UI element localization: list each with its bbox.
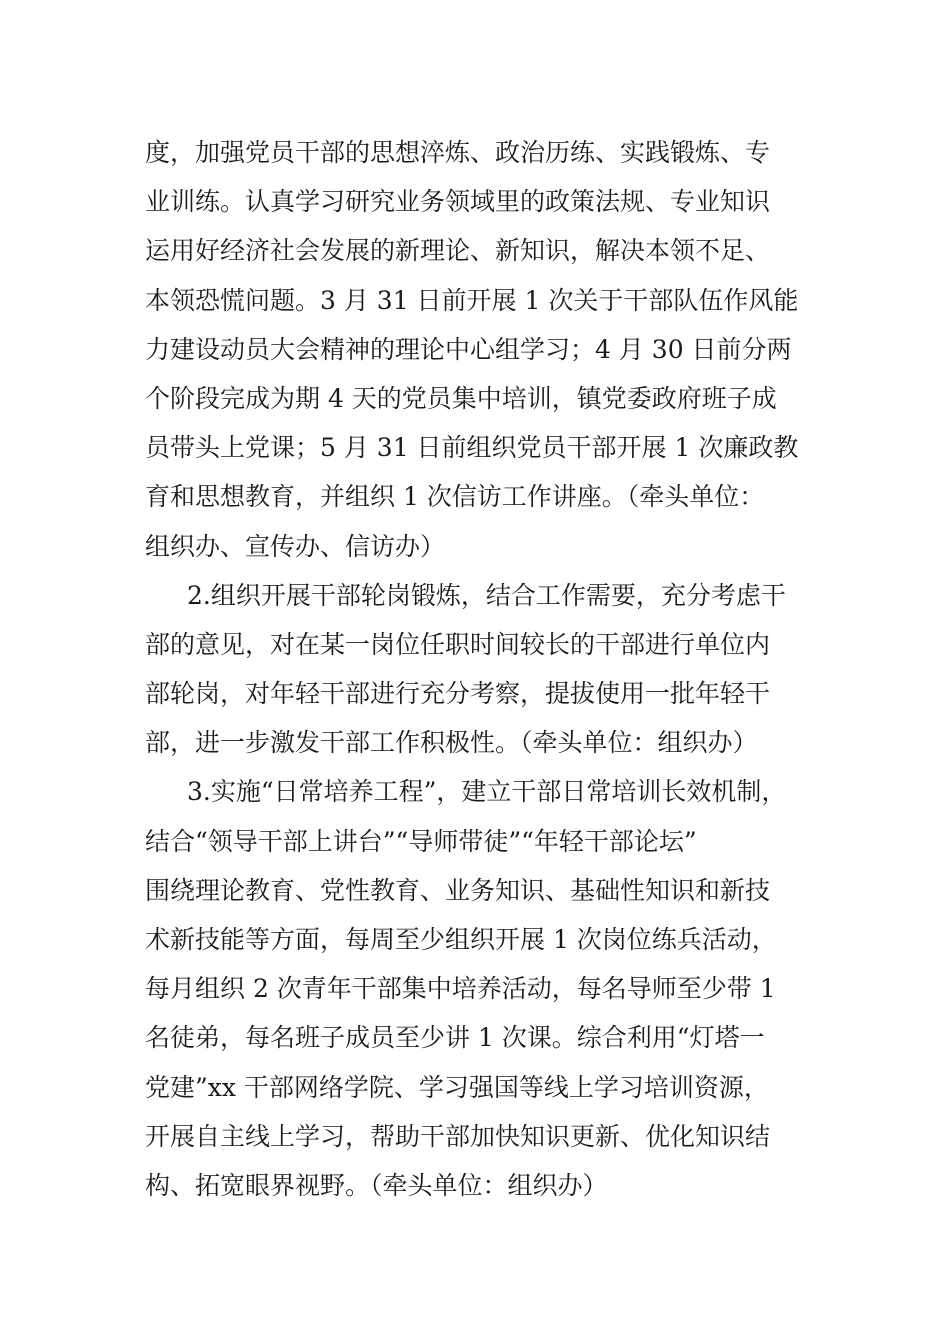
text-line: 育和思想教育，并组织 1 次信访工作讲座。（牵头单位：: [145, 482, 765, 512]
text-line: 员带头上党课；5 月 31 日前组织党员干部开展 1 次廉政教: [145, 433, 799, 463]
paragraph-3: [145, 767, 835, 1210]
text-line: 个阶段完成为期 4 天的党员集中培训，镇党委政府班子成: [145, 383, 777, 413]
text-line: 名徒弟，每名班子成员至少讲 1 次课。综合利用“灯塔一: [145, 1023, 765, 1053]
text-line: 运用好经济社会发展的新理论、新知识，解决本领不足、: [145, 236, 771, 266]
text-line: 术新技能等方面，每周至少组织开展 1 次岗位练兵活动，: [145, 925, 777, 954]
document-body: [145, 128, 835, 1210]
text-line: 本领恐慌问题。3 月 31 日前开展 1 次关于干部队伍作风能: [145, 285, 799, 315]
text-line: 结合“领导干部上讲台”“导师带徒”“年轻干部论坛”: [145, 826, 697, 856]
text-line: 部轮岗，对年轻干部进行充分考察，提拔使用一批年轻干: [145, 679, 771, 709]
text-line: 业训练。认真学习研究业务领域里的政策法规、专业知识: [145, 187, 771, 217]
text-line: 部的意见，对在某一岗位任职时间较长的干部进行单位内: [145, 629, 771, 659]
text-line: 每月组织 2 次青年干部集中培养活动，每名导师至少带 1: [145, 974, 776, 1004]
text-line: 3.实施“日常培养工程”，建立干部日常培训长效机制，: [187, 777, 787, 807]
paragraph-2: [145, 571, 835, 768]
text-line: 组织办、宣传办、信访办）: [145, 531, 446, 561]
text-line: 度，加强党员干部的思想淬炼、政治历练、实践锻炼、专: [145, 138, 771, 167]
text-line: 2.组织开展干部轮岗锻炼，结合工作需要，充分考虑干: [187, 580, 786, 610]
text-line: 力建设动员大会精神的理论中心组学习；4 月 30 日前分两: [145, 334, 792, 364]
text-line: 构、拓宽眼界视野。（牵头单位：组织办）: [145, 1170, 608, 1200]
text-line: 开展自主线上学习，帮助干部加快知识更新、优化知识结: [145, 1121, 771, 1151]
text-line: 党建”xx 干部网络学院、学习强国等线上学习培训资源，: [145, 1072, 769, 1102]
text-line: 部，进一步激发干部工作积极性。（牵头单位：组织办）: [145, 728, 758, 758]
paragraph-1-continued: [145, 128, 835, 571]
text-line: 围绕理论教育、党性教育、业务知识、基础性知识和新技: [145, 875, 771, 905]
